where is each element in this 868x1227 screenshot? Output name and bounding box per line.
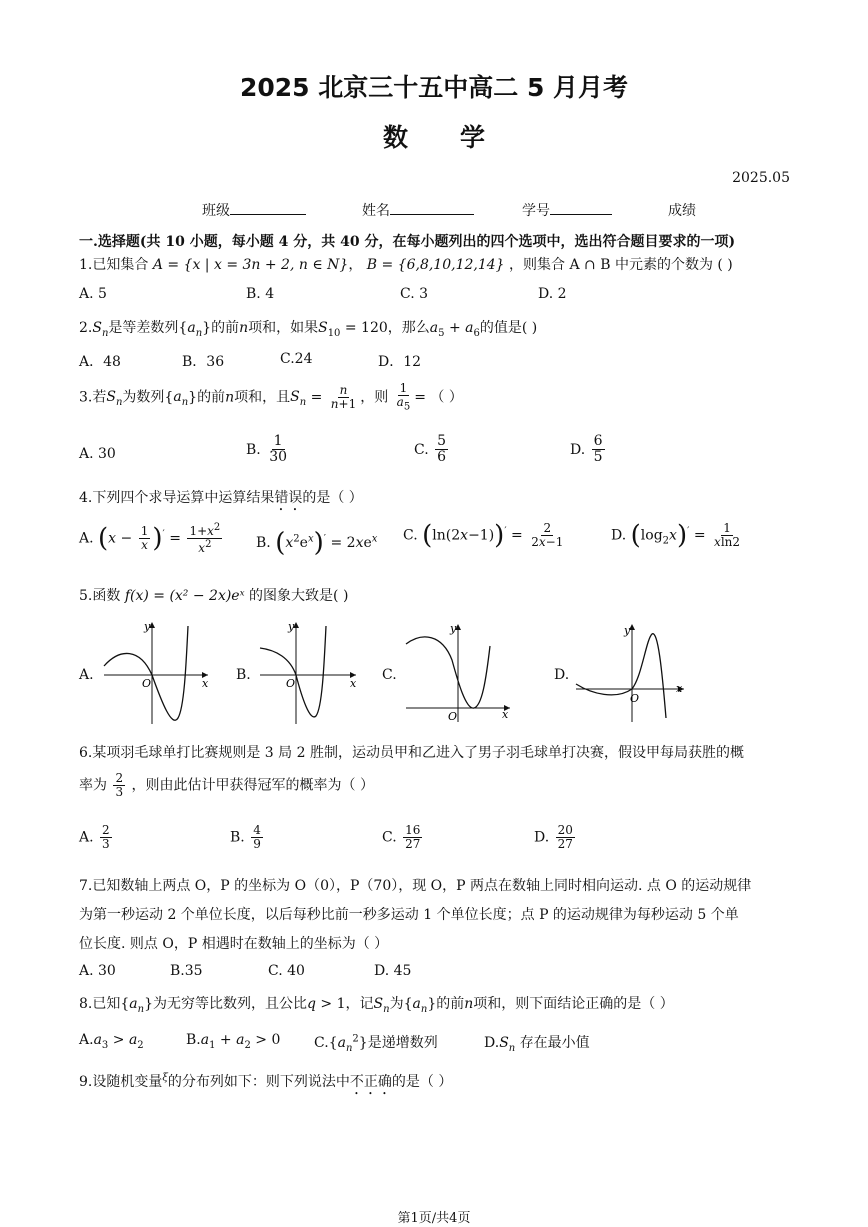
q5-option-b-label[interactable]: B. <box>236 667 251 683</box>
score-label: 成绩 <box>668 203 696 219</box>
question-6-line1: 6.某项羽毛球单打比赛规则是 3 局 2 胜制，运动员甲和乙进入了男子羽毛球单打决赛，假设甲每局获胜的概 <box>79 745 744 761</box>
graph-a-y-label: y <box>144 620 151 633</box>
exam-date: 2025.05 <box>732 170 790 186</box>
q3-option-a[interactable]: A. 30 <box>79 446 116 462</box>
graph-d-x-label: x <box>676 682 683 695</box>
q1-option-b[interactable]: B. 4 <box>246 286 275 302</box>
question-2: $2.S_n$是等差数列$\{a_n\}$的前n项和，如果$S_{10} = 120$，那么$a_5 + a_6$的值是( ) <box>79 320 538 339</box>
q5-option-a-label[interactable]: A. <box>79 667 94 683</box>
graph-a-x-label: x <box>202 677 209 690</box>
q5-graph-a[interactable] <box>100 618 212 728</box>
graph-c-y-label: y <box>450 622 457 635</box>
question-7-line3: 位长度. 则点 O，P 相遇时在数轴上的坐标为（ ） <box>79 936 389 952</box>
field-score <box>668 200 696 220</box>
q4-option-a[interactable]: A. (x − $\frac{1}{x}$ )′ = $\frac{1+x^2}{x^2}$ <box>79 522 221 556</box>
field-name <box>362 200 474 220</box>
id-label: 学号 <box>522 203 550 219</box>
set-b: B = {6,8,10,12,14} <box>366 257 505 273</box>
q4-option-d[interactable]: D. $(\log_2x)'$ = $\frac{1}{xln2}$ <box>611 520 741 551</box>
class-label: 班级 <box>202 203 230 219</box>
q5-option-d-label[interactable]: D. <box>554 667 570 683</box>
q7-option-a[interactable]: A. 30 <box>79 963 116 979</box>
page-title: 2025 北京三十五中高二 5 月月考 <box>239 73 629 102</box>
q1-option-a[interactable]: A. 5 <box>79 286 107 302</box>
q3-option-b[interactable]: B. $\frac{1}{30}$ <box>246 433 288 466</box>
q2-option-d[interactable]: D．12 <box>378 354 422 370</box>
graph-c-x-label: x <box>502 708 509 721</box>
q4-option-b[interactable]: B. $(x^2e^x)' = 2xe^x$ <box>256 528 378 558</box>
q5-graph-b[interactable] <box>256 618 360 728</box>
q8-option-c[interactable]: $C.\{a_n^2\}$是递增数列 <box>314 1033 438 1054</box>
name-blank[interactable] <box>390 200 474 215</box>
question-5: 5.函数 f(x) = (x² − 2x)eˣ 的图象大致是( ) <box>79 588 349 604</box>
q7-option-b[interactable]: B.35 <box>170 963 203 979</box>
q2-option-a[interactable]: A．48 <box>79 354 121 370</box>
graph-a-origin: O <box>142 677 152 690</box>
q6-option-b[interactable]: B. $\frac{4}{9}$ <box>230 823 261 852</box>
graph-d-origin: O <box>630 692 640 705</box>
question-4: 4.下列四个求导运算中运算结果错误的是（ ） <box>79 490 363 506</box>
question-7-line1: 7.已知数轴上两点 O，P 的坐标为 O（0），P（70），现 O，P 两点在数轴上同时相向运动. 点 O 的运动规律 <box>79 878 752 894</box>
q7-option-c[interactable]: C. 40 <box>268 963 305 979</box>
q6-option-a[interactable]: A. $\frac{2}{3}$ <box>79 823 110 852</box>
q3-option-c[interactable]: C. $\frac{5}{6}$ <box>414 433 447 466</box>
q4-option-c[interactable]: C. (ln(2x−1))′ = $\frac{2}{2x-1}$ <box>403 520 564 551</box>
id-blank[interactable] <box>550 200 612 215</box>
set-a: A = {x | x = 3n + 2, n ∈ N} <box>152 257 349 273</box>
question-6-line2: 率为 $\frac{2}{3}$ ，则由此估计甲获得冠军的概率为（ ） <box>79 771 374 800</box>
q6-option-d[interactable]: D. $\frac{20}{27}$ <box>534 823 573 852</box>
field-class <box>202 200 306 220</box>
q8-option-d[interactable]: $D.S_n$ 存在最小值 <box>484 1035 590 1054</box>
function-formula: f(x) = (x² − 2x)eˣ <box>124 588 245 604</box>
graph-b-x-label: x <box>350 677 357 690</box>
section-heading: 一.选择题(共 10 小题，每小题 4 分，共 40 分，在每小题列出的四个选项中，选出符合题目要求的一项) <box>79 234 736 250</box>
q6-option-c[interactable]: C. $\frac{16}{27}$ <box>382 823 421 852</box>
q5-graph-c[interactable] <box>402 620 514 724</box>
q1-option-d[interactable]: D. 2 <box>538 286 567 302</box>
question-9: 9.设随机变量$^\xi$的分布列如下：则下列说法中不正确的是（ ） <box>79 1072 453 1090</box>
graph-d-y-label: y <box>624 624 631 637</box>
name-label: 姓名 <box>362 203 390 219</box>
field-id <box>522 200 612 220</box>
question-7-line2: 为第一秒运动 2 个单位长度，以后每秒比前一秒多运动 1 个单位长度；点 P 的运动规律为每秒运动 5 个单 <box>79 907 739 923</box>
q8-option-b[interactable]: $B.a_1 + a_2 > 0$ <box>186 1032 281 1051</box>
graph-c-origin: O <box>448 710 458 723</box>
q5-option-c-label[interactable]: C. <box>382 667 397 683</box>
q5-graph-d[interactable] <box>572 620 688 724</box>
question-3: 3.若$S_n$为数列$\{a_n\}$的前n项和，且$S_n$ = $\frac{n}{n+1}$ ，则 $\frac{1}{a_5}$ = （ ） <box>79 381 463 413</box>
question-8: 8.已知$\{a_n\}$为无穷等比数列，且公比q > 1，记$S_n$为$\{a_n\}$的前n项和，则下面结论正确的是（ ） <box>79 996 674 1015</box>
q2-option-c[interactable]: C.24 <box>280 351 313 367</box>
q2-option-b[interactable]: B．36 <box>182 354 225 370</box>
q3-option-d[interactable]: D. $\frac{6}{5}$ <box>570 433 603 466</box>
q1-option-c[interactable]: C. 3 <box>400 286 429 302</box>
subject-title: 数学 <box>382 123 537 152</box>
class-blank[interactable] <box>230 200 306 215</box>
page-footer: 第1页/共4页 <box>397 1211 471 1226</box>
graph-b-origin: O <box>286 677 296 690</box>
q8-option-a[interactable]: $A.a_3 > a_2$ <box>79 1032 144 1051</box>
q7-option-d[interactable]: D. 45 <box>374 963 412 979</box>
graph-b-y-label: y <box>288 620 295 633</box>
question-1: 1.已知集合 A = {x | x = 3n + 2, n ∈ N}， B = {6,8,10,12,14} ，则集合 A ∩ B 中元素的个数为 ( ) <box>79 257 733 273</box>
